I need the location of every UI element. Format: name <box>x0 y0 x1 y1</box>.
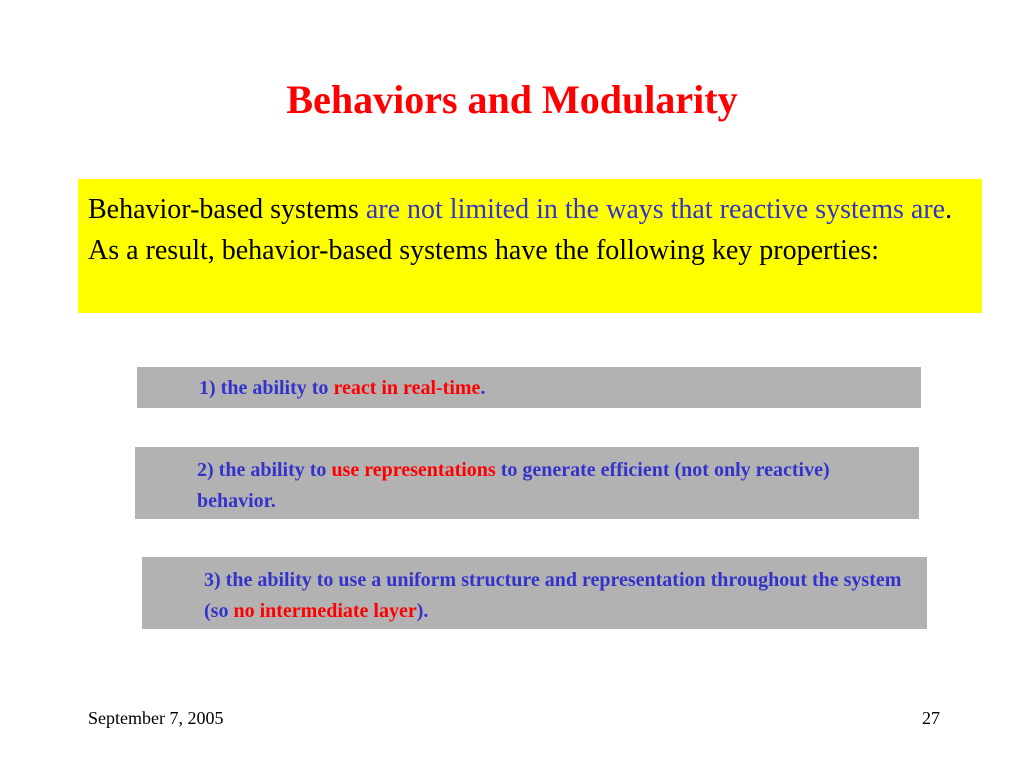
intro-box <box>78 179 982 313</box>
footer-date: September 7, 2005 <box>88 708 224 728</box>
intro-text-plain: Behavior-based systems <box>88 194 366 225</box>
property-3-prefix: 3) the ability to use a uniform structure and representation throughout the system (so <box>204 569 902 622</box>
property-1-highlight: react in real-time <box>333 377 481 399</box>
property-1-prefix: 1) the ability to <box>199 377 334 399</box>
property-3-highlight: no intermediate layer <box>233 600 417 622</box>
property-3-suffix: ). <box>416 600 429 622</box>
property-box-1 <box>137 367 921 408</box>
slide-title: Behaviors and Modularity <box>286 77 738 122</box>
property-2-prefix: 2) the ability to <box>197 459 332 481</box>
property-box-2 <box>135 447 919 519</box>
property-2-suffix: to generate efficient (not only reactive) behavior. <box>197 459 830 512</box>
intro-text-highlight: are not limited in the ways that reactive systems are <box>365 194 946 225</box>
property-box-3 <box>142 557 927 629</box>
intro-text-continuation: . As a result, behavior-based systems have the following key properties: <box>88 194 953 266</box>
property-1-suffix: . <box>480 377 486 399</box>
footer-page-number: 27 <box>922 708 940 728</box>
property-2-highlight: use representations <box>331 459 496 481</box>
